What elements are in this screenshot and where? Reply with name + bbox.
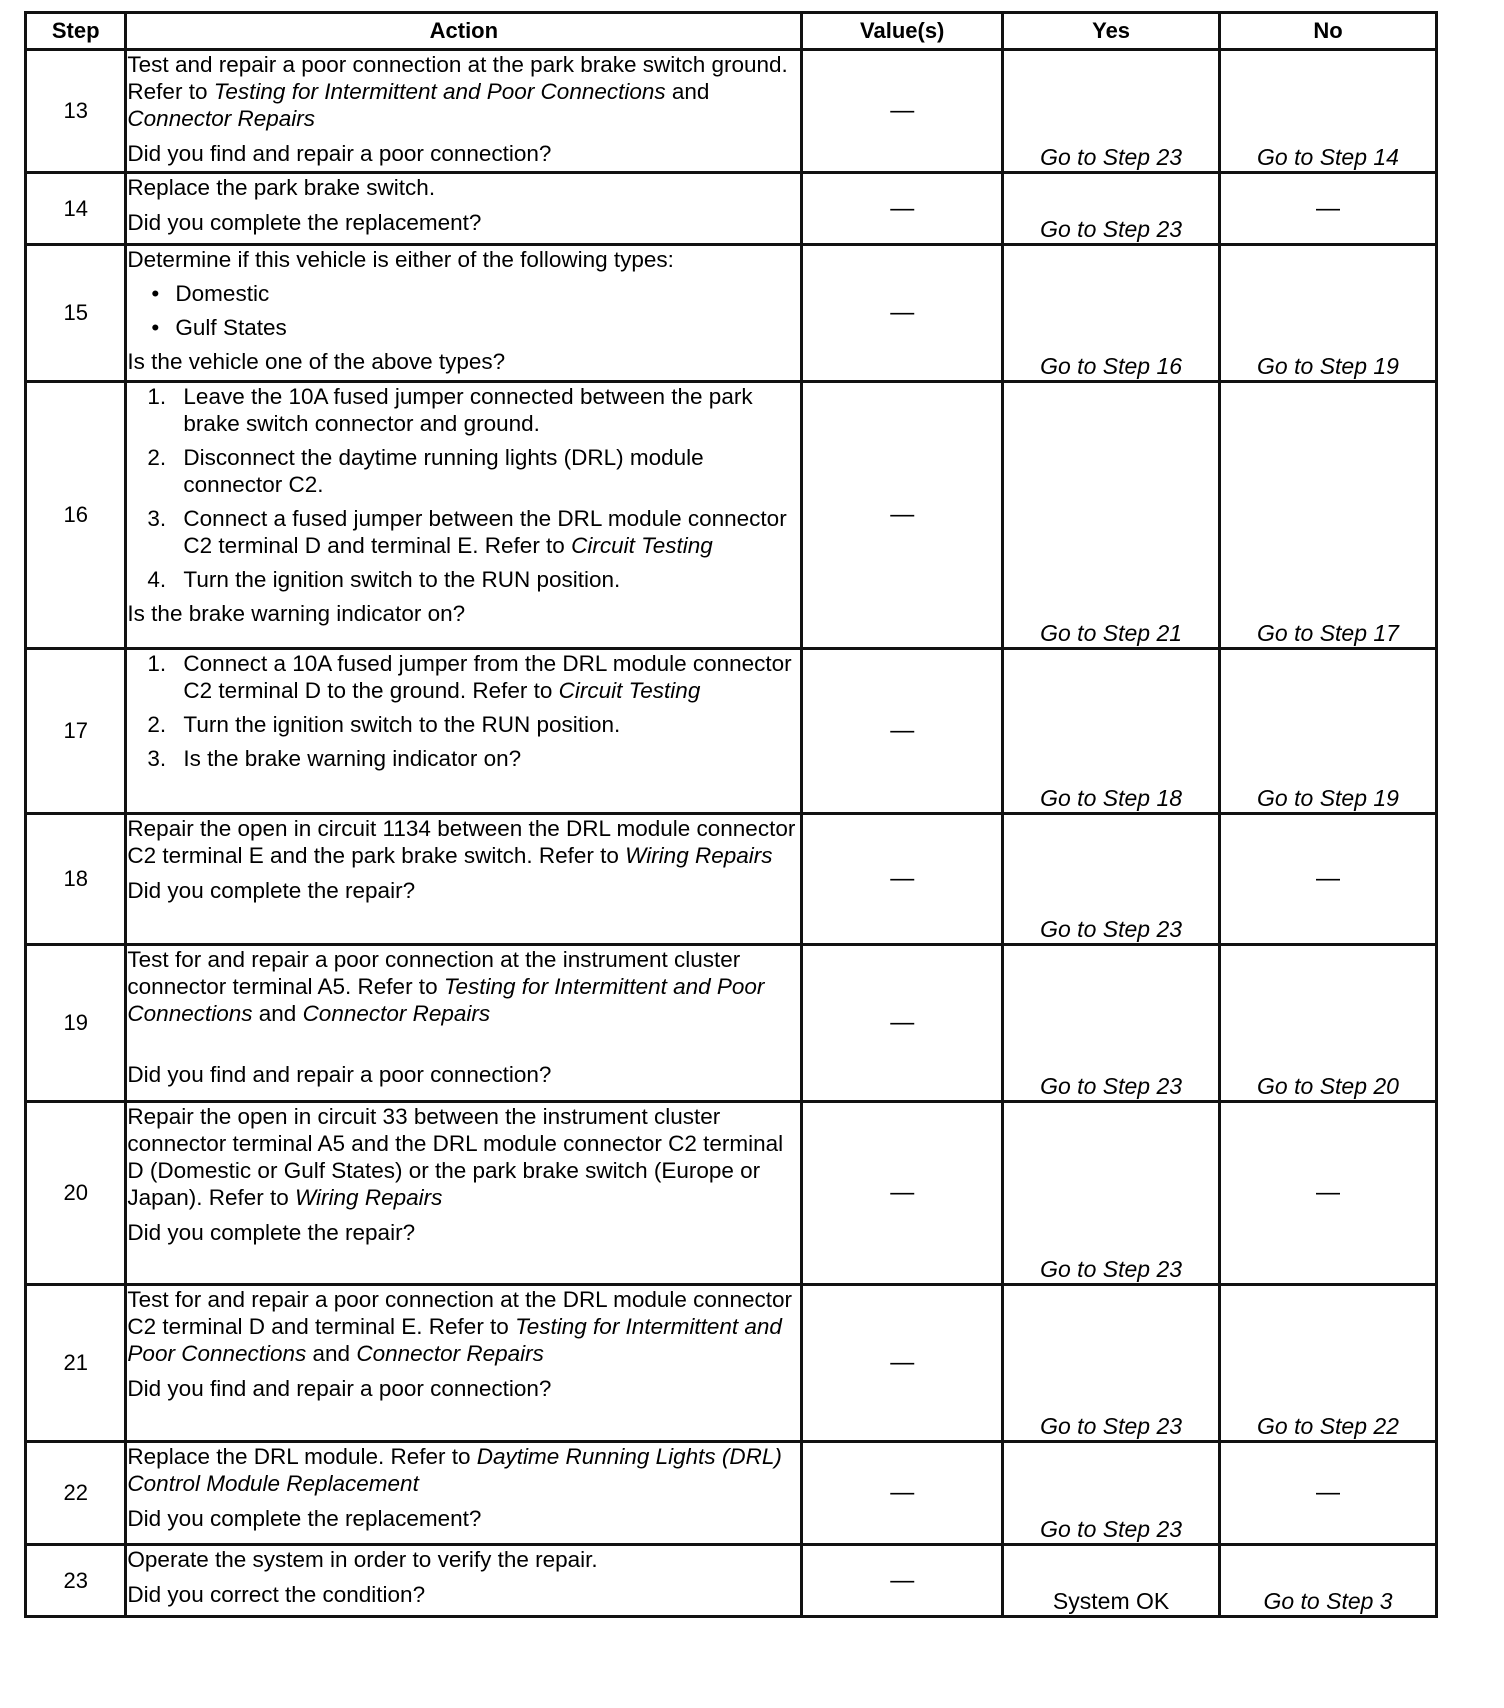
reference: Connector Repairs <box>302 1001 491 1026</box>
action-question: Did you complete the repair? <box>127 1220 416 1245</box>
step-row-13 <box>26 50 1437 173</box>
list-item: 2. Disconnect the daytime running lights (DRL) module connector C2. <box>147 445 704 497</box>
value-cell: — <box>802 1442 1003 1545</box>
reference: Connector Repairs <box>127 106 316 131</box>
action-question: Did you find and repair a poor connection? <box>127 1062 552 1087</box>
no-outcome: Go to Step 14 <box>1220 50 1437 173</box>
action-cell <box>126 814 802 945</box>
step-number: 19 <box>26 945 126 1102</box>
header-yes: Yes <box>1003 13 1220 50</box>
action-question: Is the vehicle one of the above types? <box>127 349 506 374</box>
action-text: Replace the park brake switch. <box>127 175 436 200</box>
yes-outcome: Go to Step 23 <box>1003 1442 1220 1545</box>
action-cell <box>126 245 802 382</box>
step-number: 15 <box>26 245 126 382</box>
no-outcome: — <box>1220 1102 1437 1285</box>
action-cell <box>126 1545 802 1617</box>
step-number: 13 <box>26 50 126 173</box>
value-cell: — <box>802 814 1003 945</box>
yes-outcome: Go to Step 16 <box>1003 245 1220 382</box>
action-cell <box>126 649 802 814</box>
yes-outcome: Go to Step 23 <box>1003 1102 1220 1285</box>
action-question: Did you find and repair a poor connection? <box>127 1376 552 1401</box>
action-cell <box>126 50 802 173</box>
action-text: Test for and repair a poor connection at the instrument cluster connector terminal A5. Refer to Testing for Intermittent and Poor Connections and Connector Repairs <box>127 947 765 1026</box>
action-text: Replace the DRL module. Refer to Daytime Running Lights (DRL) Control Module Replacement <box>127 1444 782 1496</box>
no-outcome: Go to Step 17 <box>1220 382 1437 649</box>
value-cell: — <box>802 945 1003 1102</box>
vehicle-type-list <box>127 280 800 341</box>
action-cell <box>126 1442 802 1545</box>
list-item: 1. Leave the 10A fused jumper connected between the park brake switch connector and ground. <box>147 384 753 436</box>
reference: Testing for Intermittent and Poor Connections <box>127 1314 782 1366</box>
yes-outcome: Go to Step 21 <box>1003 382 1220 649</box>
list-item: 2. Turn the ignition switch to the RUN position. <box>147 712 621 737</box>
action-question: Did you complete the replacement? <box>127 210 482 235</box>
yes-outcome: Go to Step 23 <box>1003 50 1220 173</box>
action-cell <box>126 173 802 245</box>
step-row-14 <box>26 173 1437 245</box>
reference: Circuit Testing <box>571 533 713 558</box>
header-row <box>26 13 1437 50</box>
step-row-17 <box>26 649 1437 814</box>
header-step: Step <box>26 13 126 50</box>
step-row-19 <box>26 945 1437 1102</box>
step-number: 14 <box>26 173 126 245</box>
action-question: Did you complete the repair? <box>127 878 416 903</box>
action-cell <box>126 382 802 649</box>
yes-outcome: Go to Step 23 <box>1003 173 1220 245</box>
action-text: Operate the system in order to verify the repair. <box>127 1547 598 1572</box>
step-row-21 <box>26 1285 1437 1442</box>
action-text: Test and repair a poor connection at the park brake switch ground. Refer to Testing for Intermittent and Poor Connections and Connector Repairs <box>127 52 788 131</box>
yes-outcome: System OK <box>1003 1545 1220 1617</box>
value-cell: — <box>802 649 1003 814</box>
step-number: 23 <box>26 1545 126 1617</box>
no-outcome: — <box>1220 1442 1437 1545</box>
yes-outcome: Go to Step 23 <box>1003 945 1220 1102</box>
header-values: Value(s) <box>802 13 1003 50</box>
list-item: 3. Is the brake warning indicator on? <box>147 746 522 771</box>
action-question: Is the brake warning indicator on? <box>127 601 466 626</box>
no-outcome: — <box>1220 173 1437 245</box>
step-row-18 <box>26 814 1437 945</box>
header-action: Action <box>126 13 802 50</box>
step-row-20 <box>26 1102 1437 1285</box>
instruction-list <box>127 650 800 772</box>
action-cell <box>126 1102 802 1285</box>
reference: Wiring Repairs <box>295 1185 443 1210</box>
list-item: 1. Connect a 10A fused jumper from the DRL module connector C2 terminal D to the ground. Refer to Circuit Testing <box>147 651 792 703</box>
list-item: 3. Connect a fused jumper between the DRL module connector C2 terminal D and terminal E. Refer to Circuit Testing <box>147 506 787 558</box>
step-number: 22 <box>26 1442 126 1545</box>
yes-outcome: Go to Step 23 <box>1003 1285 1220 1442</box>
step-number: 16 <box>26 382 126 649</box>
action-cell <box>126 945 802 1102</box>
action-text: Determine if this vehicle is either of the following types: <box>127 247 674 272</box>
step-row-15 <box>26 245 1437 382</box>
no-outcome: Go to Step 3 <box>1220 1545 1437 1617</box>
reference: Testing for Intermittent and Poor Connections <box>127 974 765 1026</box>
no-outcome: Go to Step 20 <box>1220 945 1437 1102</box>
reference: Circuit Testing <box>558 678 701 703</box>
step-number: 20 <box>26 1102 126 1285</box>
yes-outcome: Go to Step 18 <box>1003 649 1220 814</box>
value-cell: — <box>802 382 1003 649</box>
list-item: • Gulf States <box>151 314 800 341</box>
step-number: 18 <box>26 814 126 945</box>
diagnostic-table <box>24 11 1438 1618</box>
step-row-23 <box>26 1545 1437 1617</box>
yes-outcome: Go to Step 23 <box>1003 814 1220 945</box>
list-item: 4. Turn the ignition switch to the RUN position. <box>147 567 621 592</box>
reference: Daytime Running Lights (DRL) Control Module Replacement <box>127 1444 782 1496</box>
action-question: Did you complete the replacement? <box>127 1506 482 1531</box>
value-cell: — <box>802 50 1003 173</box>
no-outcome: Go to Step 19 <box>1220 245 1437 382</box>
no-outcome: Go to Step 22 <box>1220 1285 1437 1442</box>
step-number: 17 <box>26 649 126 814</box>
value-cell: — <box>802 245 1003 382</box>
step-row-22 <box>26 1442 1437 1545</box>
step-number: 21 <box>26 1285 126 1442</box>
value-cell: — <box>802 173 1003 245</box>
step-row-16 <box>26 382 1437 649</box>
value-cell: — <box>802 1285 1003 1442</box>
list-item: • Domestic <box>151 280 800 307</box>
header-no: No <box>1220 13 1437 50</box>
reference: Testing for Intermittent and Poor Connections <box>213 79 666 104</box>
no-outcome: — <box>1220 814 1437 945</box>
action-text: Test for and repair a poor connection at the DRL module connector C2 terminal D and terminal E. Refer to Testing for Intermittent and Poor Connections and Connector Repairs <box>127 1287 792 1366</box>
reference: Connector Repairs <box>356 1341 544 1366</box>
no-outcome: Go to Step 19 <box>1220 649 1437 814</box>
reference: Wiring Repairs <box>625 843 773 868</box>
action-text: Repair the open in circuit 33 between the instrument cluster connector terminal A5 and the DRL module connector C2 terminal D (Domestic or Gulf States) or the park brake switch (Europe or Japan). Refer to Wiring Repairs <box>127 1104 784 1210</box>
value-cell: — <box>802 1545 1003 1617</box>
action-question: Did you find and repair a poor connection? <box>127 141 552 166</box>
action-text: Repair the open in circuit 1134 between the DRL module connector C2 terminal E and the park brake switch. Refer to Wiring Repairs <box>127 816 796 868</box>
action-cell <box>126 1285 802 1442</box>
value-cell: — <box>802 1102 1003 1285</box>
action-question: Did you correct the condition? <box>127 1582 426 1607</box>
instruction-list <box>127 383 800 593</box>
